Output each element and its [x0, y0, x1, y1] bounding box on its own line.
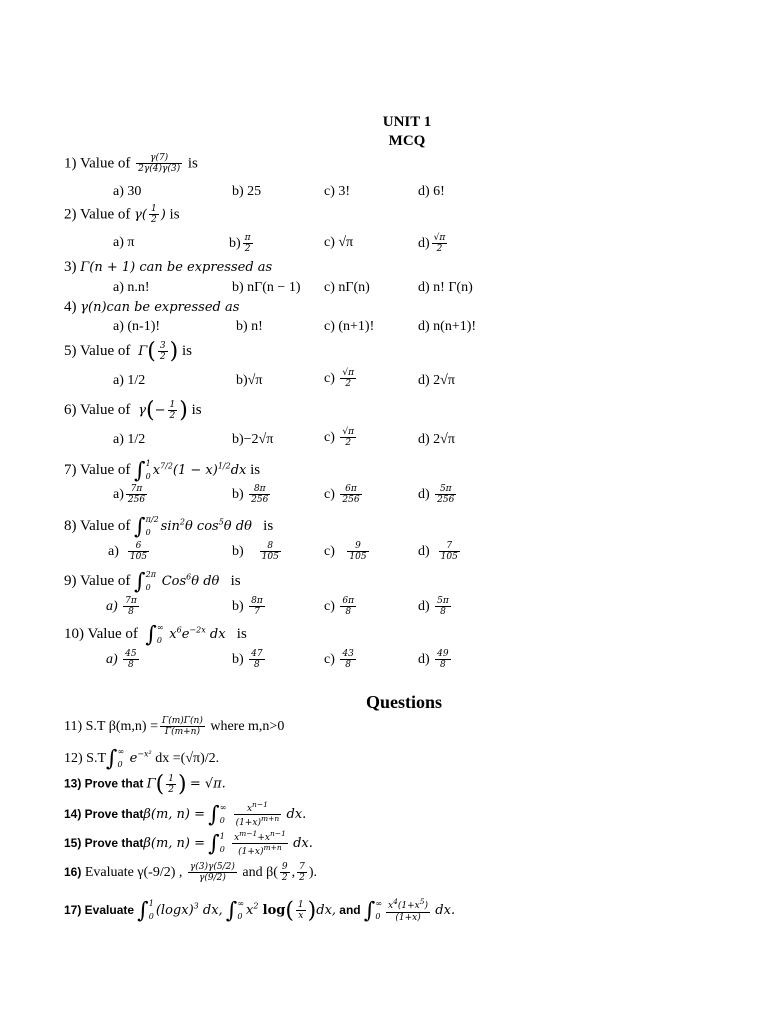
question-15: 15) Prove thatβ(m, n) = ∫ 1 0 $\frac{x^{m-1}+x^{n-1}}{(1+x)^{m+n}}$ dx. — [64, 829, 313, 858]
option-d[interactable]: d) n(n+1)! — [418, 319, 477, 334]
mcq-question-9: 9) Value of ∫ 2π 0 Cos$^6$θ dθ is — [64, 569, 241, 595]
question-13: 13) Prove that Γ( $\frac{1}{2}$ ) = √π. — [64, 772, 226, 797]
option-d[interactable]: d) $\frac{7}{105}$ — [418, 541, 458, 563]
option-b[interactable]: b) $\frac{8\pi}{7}$ — [232, 596, 263, 618]
mcq-question-1: 1) Value of $\frac{\gamma(7)}{2\gamma(4)\gamma(3)}$ is — [64, 153, 198, 175]
mcq-question-7: 7) Value of ∫ 1 0 $x^{7/2}(1 - x)^{1/2}dx$ is — [64, 458, 261, 484]
option-d[interactable]: d) n! Γ(n) — [418, 280, 473, 295]
mcq-question-8: 8) Value of ∫ π/2 0 $\sin^2\theta$ $\cos^5\theta$ dθ is — [64, 514, 274, 540]
question-11: 11) S.T β(m,n) = $\frac{\Gamma(m)\Gamma(n)}{\Gamma(m+n)}$ where m,n>0 — [64, 716, 285, 738]
option-a[interactable]: a) 1/2 — [113, 373, 146, 388]
option-b[interactable]: b) 25 — [232, 184, 262, 199]
option-a[interactable]: a) π — [113, 235, 135, 250]
option-b[interactable]: b) nΓ(n − 1) — [232, 280, 301, 295]
option-c[interactable]: c) $\frac{6\pi}{8}$ — [324, 596, 355, 618]
option-b[interactable]: b) $\frac{47}{8}$ — [232, 649, 263, 671]
fraction: $\frac{\gamma(7)}{2\gamma(4)\gamma(3)}$ — [138, 153, 181, 175]
mcq-question-6: 6) Value of γ(− $\frac{1}{2}$ ) is — [64, 398, 202, 423]
option-d[interactable]: d) 2√π — [418, 373, 455, 388]
option-c[interactable]: c) nΓ(n) — [324, 280, 370, 295]
option-c[interactable]: c) 3! — [324, 184, 351, 199]
option-a[interactable]: a) $\frac{7\pi}{256}$ — [113, 484, 146, 506]
option-a[interactable]: a) (n-1)! — [113, 319, 161, 334]
mcq-question-4: 4) γ(n)can be expressed as — [64, 299, 240, 315]
option-a[interactable]: a) 1/2 — [113, 432, 146, 447]
option-d[interactable]: d) $\frac{5\pi}{256}$ — [418, 484, 455, 506]
option-a[interactable]: a) $\frac{6}{105}$ — [108, 541, 148, 563]
option-b[interactable]: b) $\frac{\pi}{2}$ — [229, 233, 251, 255]
option-d[interactable]: d) 2√π — [418, 432, 455, 447]
section-title: MCQ — [388, 133, 426, 149]
option-d[interactable]: d) $\frac{√\pi}{2}$ — [418, 233, 446, 255]
question-14: 14) Prove thatβ(m, n) = ∫ ∞ 0 $\frac{x^{n-1}}{(1+x)^{m+n}}$ dx. — [64, 800, 307, 829]
option-d[interactable]: d) $\frac{49}{8}$ — [418, 649, 449, 671]
option-d[interactable]: d) $\frac{5\pi}{8}$ — [418, 596, 449, 618]
option-a[interactable]: a) $\frac{7\pi}{8}$ — [106, 596, 137, 618]
option-b[interactable]: b) $\frac{8}{105}$ — [232, 541, 279, 563]
option-c[interactable]: c) $\frac{√\pi}{2}$ — [324, 427, 355, 449]
option-b[interactable]: b)√π — [236, 373, 263, 388]
option-b[interactable]: b) n! — [236, 319, 263, 334]
mcq-question-3: 3) Γ(n + 1) can be expressed as — [64, 259, 273, 275]
option-a[interactable]: a) $\frac{45}{8}$ — [106, 649, 137, 671]
option-c[interactable]: c) $\frac{√\pi}{2}$ — [324, 368, 355, 390]
option-c[interactable]: c) $\frac{43}{8}$ — [324, 649, 354, 671]
option-c[interactable]: c) $\frac{9}{105}$ — [324, 541, 367, 563]
option-a[interactable]: a) n.n! — [113, 280, 150, 295]
option-a[interactable]: a) 30 — [113, 184, 142, 199]
question-12: 12) S.T∫ ∞ 0 $e^{-x^2}$ dx =(√π)/2. — [64, 746, 220, 772]
option-c[interactable]: c) (n+1)! — [324, 319, 375, 334]
option-b[interactable]: b)−2√π — [232, 432, 274, 447]
mcq-question-2: 2) Value of γ( $\frac{1}{2}$ ) is — [64, 204, 180, 226]
unit-title: UNIT 1 — [382, 114, 432, 130]
question-16: 16) Evaluate γ(-9/2) , $\frac{\gamma(3)\gamma(5/2)}{\gamma(9/2)}$ and β( $\frac{9}{2}$ , $\frac{7}{2}$ ). — [64, 862, 318, 884]
option-b[interactable]: b) $\frac{8\pi}{256}$ — [232, 484, 269, 506]
mcq-question-10: 10) Value of ∫ ∞ 0 $x^6e^{-2x}$ dx is — [64, 622, 247, 648]
option-d[interactable]: d) 6! — [418, 184, 445, 199]
questions-heading: Questions — [365, 692, 443, 712]
question-17: 17) Evaluate ∫ 1 0 $(\log x)^3$ dx, ∫ ∞ 0 $x^2$ log( $\frac{1}{x}$ )dx, and ∫ ∞ 0 $\frac{x^4(1+x^5)}{(1+x)}$ dx. — [64, 897, 456, 924]
option-c[interactable]: c) $\frac{6\pi}{256}$ — [324, 484, 360, 506]
option-c[interactable]: c) √π — [324, 235, 354, 250]
mcq-question-5: 5) Value of Γ( $\frac{3}{2}$ ) is — [64, 339, 192, 364]
